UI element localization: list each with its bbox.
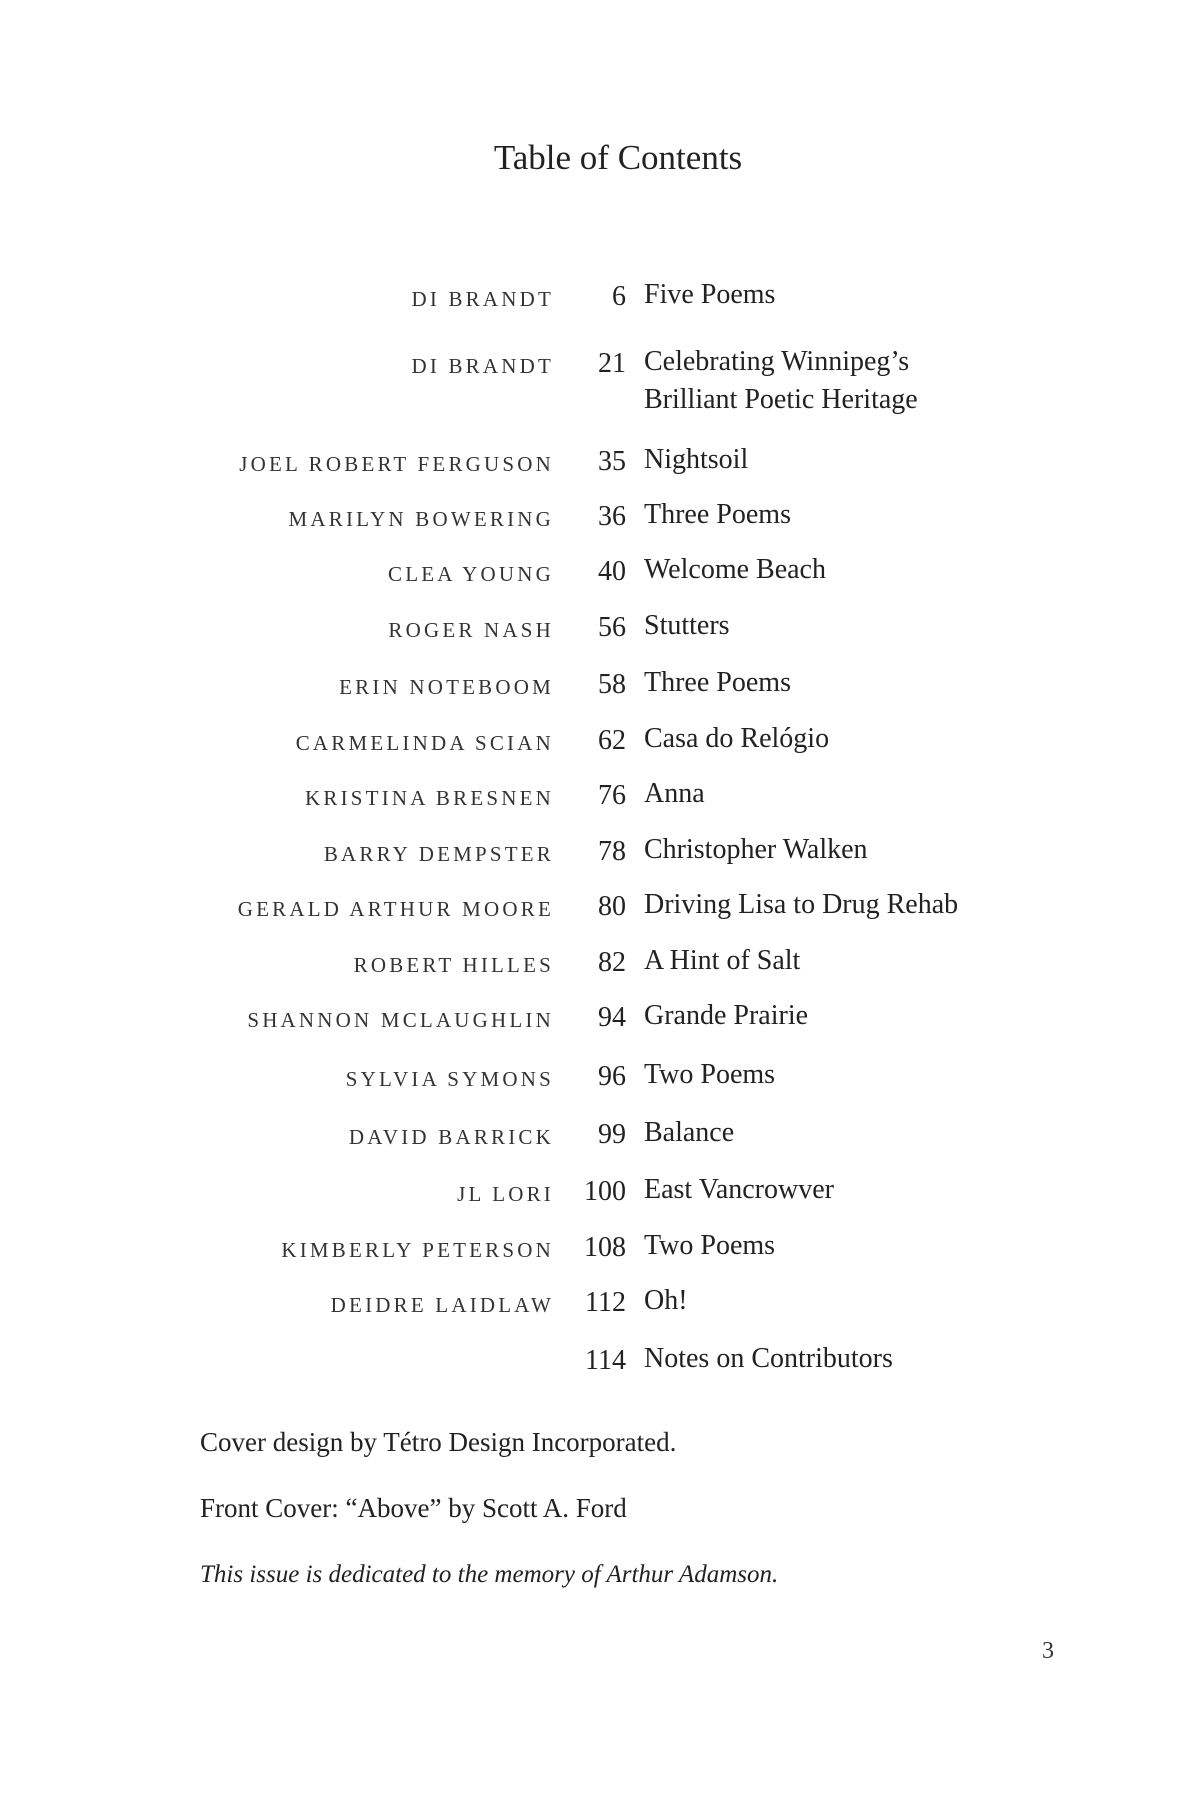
- toc-entry: [0, 1061, 1200, 1101]
- toc-page-number: 21: [598, 348, 626, 379]
- toc-title: [644, 1340, 893, 1378]
- toc-author: ERIN NOTEBOOM: [339, 675, 554, 699]
- page-title: Table of Contents: [493, 138, 743, 177]
- toc-entry: [0, 725, 1200, 765]
- toc-title-line: Three Poems: [644, 667, 791, 698]
- toc-title-line: Two Poems: [644, 1230, 776, 1261]
- dedication: This issue is dedicated to the memory of Arthur Adamson.: [200, 1561, 779, 1588]
- toc-title-line: A Hint of Salt: [644, 945, 801, 976]
- toc-entry: [0, 836, 1200, 876]
- toc-entry: [0, 281, 1200, 321]
- toc-entry: [0, 1287, 1200, 1327]
- toc-author: DEIDRE LAIDLAW: [330, 1293, 554, 1317]
- toc-entry: [0, 556, 1200, 596]
- toc-page-number: 96: [598, 1061, 626, 1092]
- toc-author: GERALD ARTHUR MOORE: [237, 897, 554, 921]
- toc-author: DI BRANDT: [411, 354, 554, 378]
- toc-entry: [0, 1345, 1200, 1385]
- toc-author: MARILYN BOWERING: [288, 507, 554, 531]
- toc-page-number: 35: [598, 446, 626, 477]
- toc-title-line: Stutters: [644, 610, 730, 641]
- page-number: 3: [1042, 1638, 1054, 1664]
- toc-page-number: 58: [598, 669, 626, 700]
- toc-title-line: Notes on Contributors: [644, 1343, 893, 1374]
- toc-author: CLEA YOUNG: [388, 562, 554, 586]
- toc-title-line: Oh!: [644, 1285, 688, 1316]
- toc-page-number: 100: [584, 1176, 626, 1207]
- toc-title-line: Welcome Beach: [644, 554, 826, 585]
- toc-page-number: 40: [598, 556, 626, 587]
- toc-title-line: Casa do Relógio: [644, 723, 830, 754]
- toc-title-line: Balance: [644, 1117, 735, 1148]
- toc-title: [644, 276, 775, 314]
- toc-page-number: 6: [612, 281, 626, 312]
- toc-title: [644, 551, 826, 589]
- toc-title: [644, 607, 730, 645]
- toc-title-line: Grande Prairie: [644, 1000, 809, 1031]
- toc-title: [644, 496, 791, 534]
- toc-author: CARMELINDA SCIAN: [295, 731, 554, 755]
- toc-entry: [0, 1119, 1200, 1159]
- toc-entry: [0, 1176, 1200, 1216]
- toc-title-line: Three Poems: [644, 499, 791, 530]
- toc-page-number: 76: [598, 780, 626, 811]
- toc-author: SYLVIA SYMONS: [345, 1067, 554, 1091]
- toc-entry: [0, 1232, 1200, 1272]
- toc-title-line: Five Poems: [644, 279, 776, 310]
- toc-title: [644, 831, 868, 869]
- toc-author: DAVID BARRICK: [348, 1125, 554, 1149]
- toc-page-number: 94: [598, 1002, 626, 1033]
- toc-title-line: Christopher Walken: [644, 834, 868, 865]
- toc-page-number: 99: [598, 1119, 626, 1150]
- toc-title: [644, 1056, 775, 1094]
- toc-page-number: 112: [585, 1287, 626, 1318]
- toc-author: DI BRANDT: [411, 287, 554, 311]
- toc-entry: [0, 501, 1200, 541]
- toc-entry: [0, 891, 1200, 931]
- toc-title: [644, 997, 808, 1035]
- toc-title: [644, 343, 918, 419]
- toc-title-line: Two Poems: [644, 1059, 776, 1090]
- toc-title: [644, 1171, 834, 1209]
- toc-entry: [0, 780, 1200, 820]
- toc-author: SHANNON MCLAUGHLIN: [247, 1008, 554, 1032]
- toc-title: [644, 664, 791, 702]
- toc-entry: [0, 446, 1200, 486]
- toc-page-number: 78: [598, 836, 626, 867]
- toc-title: [644, 886, 958, 924]
- toc-entry: [0, 346, 1200, 415]
- toc-title: [644, 942, 800, 980]
- toc-author: ROBERT HILLES: [353, 953, 554, 977]
- toc-author: KRISTINA BRESNEN: [305, 786, 554, 810]
- toc-title: [644, 1227, 775, 1265]
- toc-title-line: Anna: [644, 778, 705, 809]
- toc-entry: [0, 612, 1200, 652]
- cover-design-credit: Cover design by Tétro Design Incorporated.: [200, 1427, 677, 1457]
- toc-page-number: 80: [598, 891, 626, 922]
- toc-title: [644, 441, 748, 479]
- toc-title: [644, 775, 705, 813]
- toc-entry: [0, 669, 1200, 709]
- toc-title-line: East Vancrowver: [644, 1174, 834, 1205]
- toc-author: ROGER NASH: [388, 618, 554, 642]
- toc-page-number: 82: [598, 947, 626, 978]
- toc-title: [644, 720, 829, 758]
- toc-page-number: 108: [584, 1232, 626, 1263]
- toc-title-line: Driving Lisa to Drug Rehab: [644, 889, 959, 920]
- toc-title-line: Celebrating Winnipeg’s: [644, 346, 910, 377]
- toc-title: [644, 1114, 734, 1152]
- toc-page-number: 62: [598, 725, 626, 756]
- toc-author: KIMBERLY PETERSON: [281, 1238, 554, 1262]
- toc-entry: [0, 947, 1200, 987]
- toc-author: JOEL ROBERT FERGUSON: [239, 452, 554, 476]
- toc-page-number: 114: [585, 1345, 626, 1376]
- toc-title-line: Nightsoil: [644, 444, 749, 475]
- toc-author: JL LORI: [457, 1182, 554, 1206]
- toc-entry: [0, 1002, 1200, 1042]
- toc-page-number: 56: [598, 612, 626, 643]
- toc-page-number: 36: [598, 501, 626, 532]
- toc-title: [644, 1282, 688, 1320]
- front-cover-credit: Front Cover: “Above” by Scott A. Ford: [200, 1493, 627, 1523]
- toc-title-line: Brilliant Poetic Heritage: [644, 384, 918, 415]
- toc-author: BARRY DEMPSTER: [323, 842, 554, 866]
